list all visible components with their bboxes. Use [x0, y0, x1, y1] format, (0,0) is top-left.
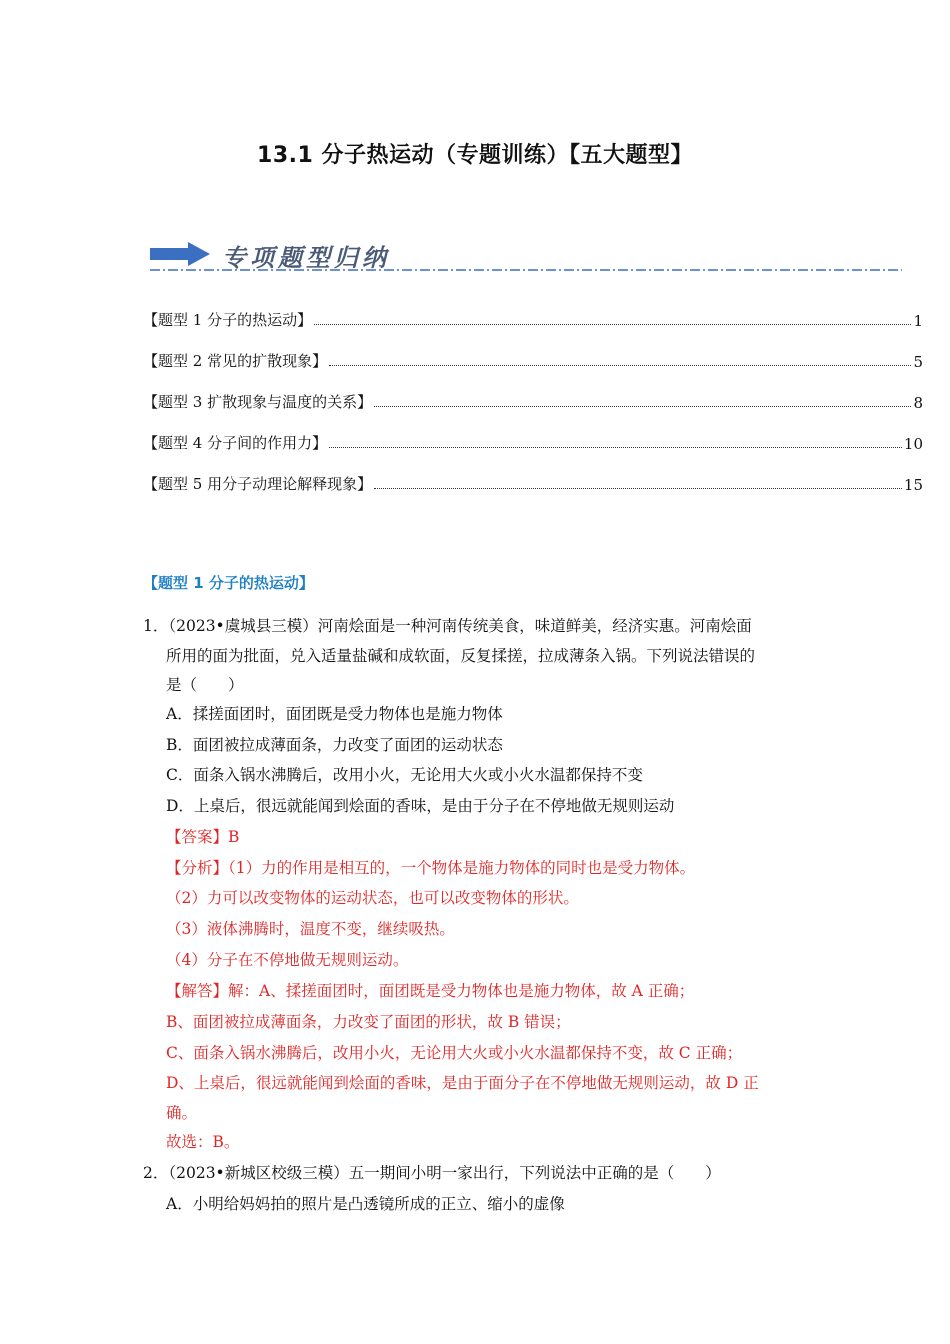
toc-entry-page: 10	[903, 435, 923, 453]
solution-line: 确。	[166, 1104, 198, 1122]
toc-leader	[374, 406, 911, 407]
option-c: C．面条入锅水沸腾后，改用小火，无论用大火或小火水温都保持不变	[166, 766, 643, 784]
document-title: 13.1 分子热运动（专题训练）【五大题型】	[257, 143, 693, 168]
analysis-line: （2）力可以改变物体的运动状态，也可以改变物体的形状。	[166, 889, 579, 907]
solution-line: C、面条入锅水沸腾后，改用小火，无论用大火或小火水温都保持不变，故 C 正确；	[166, 1044, 743, 1062]
toc-entry-label: 【题型 2 常见的扩散现象】	[143, 352, 328, 370]
analysis-line: （3）液体沸腾时，温度不变，继续吸热。	[166, 920, 455, 938]
toc-leader	[374, 488, 902, 489]
toc-entry-label: 【题型 1 分子的热运动】	[143, 311, 313, 329]
toc-entry-page: 8	[913, 394, 923, 412]
solution-line: B、面团被拉成薄面条，力改变了面团的形状，故 B 错误；	[166, 1013, 571, 1031]
solution-line: 【解答】解：A、揉搓面团时，面团既是受力物体也是施力物体，故 A 正确；	[166, 982, 695, 1000]
arrow-right-icon	[150, 242, 212, 266]
solution-line: D、上桌后，很远就能闻到烩面的香味，是由于面分子在不停地做无规则运动，故 D 正	[166, 1074, 759, 1092]
toc-entry[interactable]	[143, 472, 923, 494]
section-heading: 【题型 1 分子的热运动】	[143, 574, 314, 592]
toc-entry-label: 【题型 4 分子间的作用力】	[143, 434, 328, 452]
question-stem: 所用的面为批面，兑入适量盐碱和成软面，反复揉搓，拉成薄条入锅。下列说法错误的	[166, 647, 756, 665]
toc-entry[interactable]	[143, 431, 923, 453]
question-stem: 是（ ）	[166, 676, 244, 694]
toc-entry-page: 5	[913, 353, 923, 371]
question-stem: 1．（2023•虞城县三模）河南烩面是一种河南传统美食，味道鲜美，经济实惠。河南烩面	[143, 617, 752, 635]
analysis-line: 【分析】（1）力的作用是相互的，一个物体是施力物体的同时也是受力物体。	[166, 859, 696, 877]
toc-leader	[329, 365, 911, 366]
option-b: B．面团被拉成薄面条，力改变了面团的运动状态	[166, 736, 503, 754]
solution-line: 故选：B。	[166, 1133, 240, 1151]
option-d: D．上桌后，很远就能闻到烩面的香味，是由于分子在不停地做无规则运动	[166, 797, 675, 815]
option-a: A．小明给妈妈拍的照片是凸透镜所成的正立、缩小的虚像	[166, 1195, 565, 1213]
toc-entry[interactable]	[143, 308, 923, 330]
analysis-line: （4）分子在不停地做无规则运动。	[166, 951, 409, 969]
toc-leader	[329, 447, 902, 448]
toc-entry[interactable]	[143, 390, 923, 412]
toc-entry-page: 15	[903, 476, 923, 494]
toc-entry-label: 【题型 5 用分子动理论解释现象】	[143, 475, 373, 493]
banner-title: 专项题型归纳	[222, 243, 390, 272]
toc-entry-label: 【题型 3 扩散现象与温度的关系】	[143, 393, 373, 411]
toc-entry[interactable]	[143, 349, 923, 371]
banner-divider	[150, 269, 902, 271]
answer-line: 【答案】B	[166, 828, 240, 846]
question-stem: 2．（2023•新城区校级三模）五一期间小明一家出行，下列说法中正确的是（ ）	[143, 1164, 721, 1182]
section-banner	[150, 238, 902, 278]
option-a: A．揉搓面团时，面团既是受力物体也是施力物体	[166, 705, 503, 723]
toc-leader	[314, 324, 911, 325]
toc-entry-page: 1	[913, 312, 923, 330]
